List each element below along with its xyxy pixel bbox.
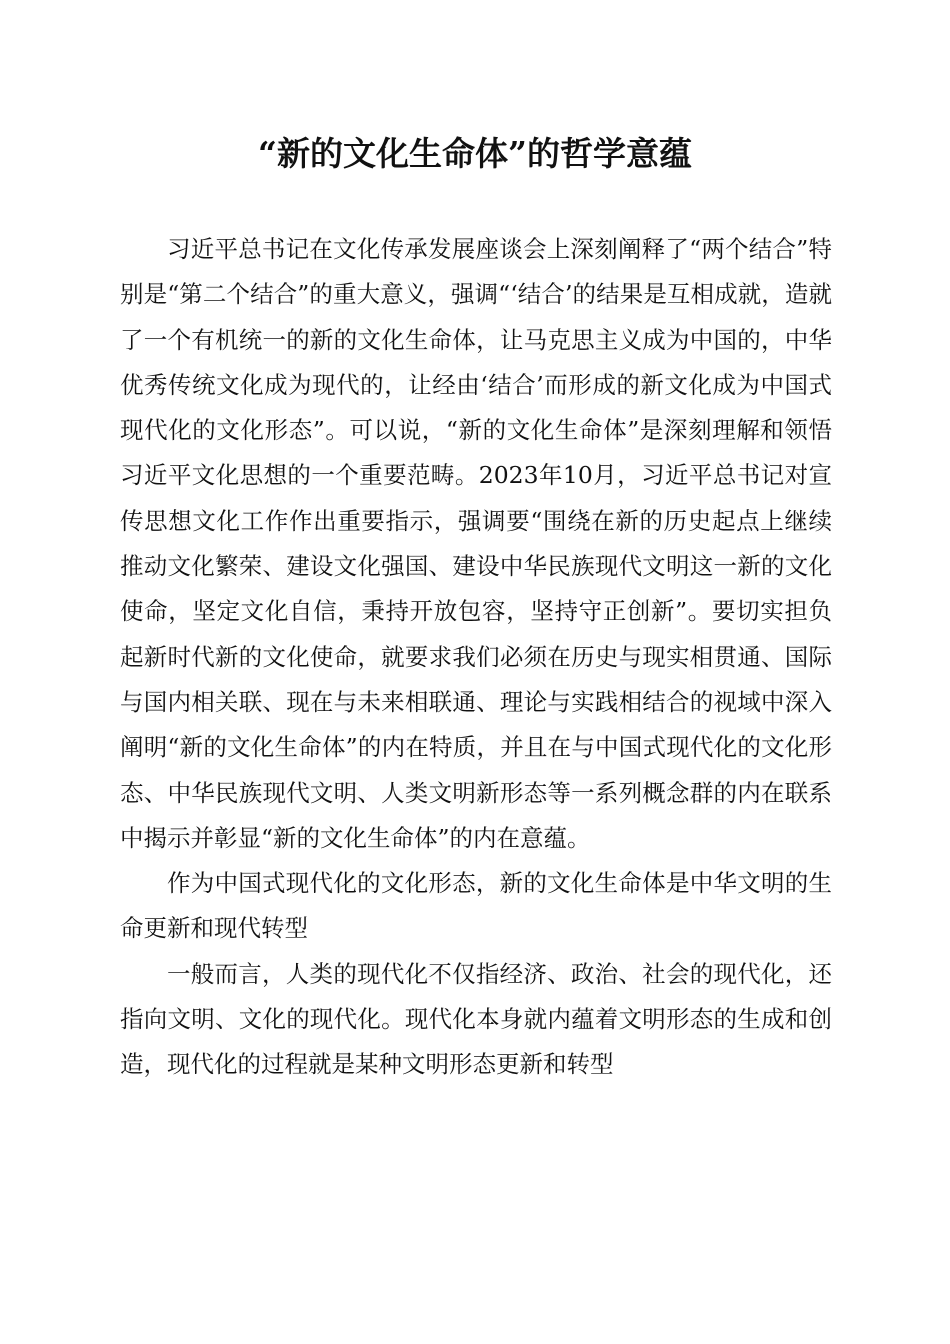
document-title: “新的文化生命体”的哲学意蕴 [258,134,692,173]
document-body [120,227,832,1088]
paragraph: 习近平总书记在文化传承发展座谈会上深刻阐释了“两个结合”特别是“第二个结合”的重大意义，强调“‘结合’的结果是互相成就，造就了一个有机统一的新的文化生命体，让马克思主义成为中国的，中华优秀传统文化成为现代的，让经由‘结合’而形成的新文化成为中国式现代化的文化形态”。可以说，“新的文化生命体”是深刻理解和领悟习近平文化思想的一个重要范畴。2023年10月，习近平总书记对宣传思想文化工作作出重要指示，强调要“围绕在新的历史起点上继续推动文化繁荣、建设文化强国、建设中华民族现代文明这一新的文化使命，坚定文化自信，秉持开放包容，坚持守正创新”。要切实担负起新时代新的文化使命，就要求我们必须在历史与现实相贯通、国际与国内相关联、现在与未来相联通、理论与实践相结合的视域中深入阐明“新的文化生命体”的内在特质，并且在与中国式现代化的文化形态、中华民族现代文明、人类文明新形态等一系列概念群的内在联系中揭示并彰显“新的文化生命体”的内在意蕴。 [120,235,832,852]
paragraph: 作为中国式现代化的文化形态，新的文化生命体是中华文明的生命更新和现代转型 [120,869,832,943]
paragraph: 一般而言，人类的现代化不仅指经济、政治、社会的现代化，还指向文明、文化的现代化。现代化本身就内蕴着文明形态的生成和创造，现代化的过程就是某种文明形态更新和转型 [120,959,832,1079]
